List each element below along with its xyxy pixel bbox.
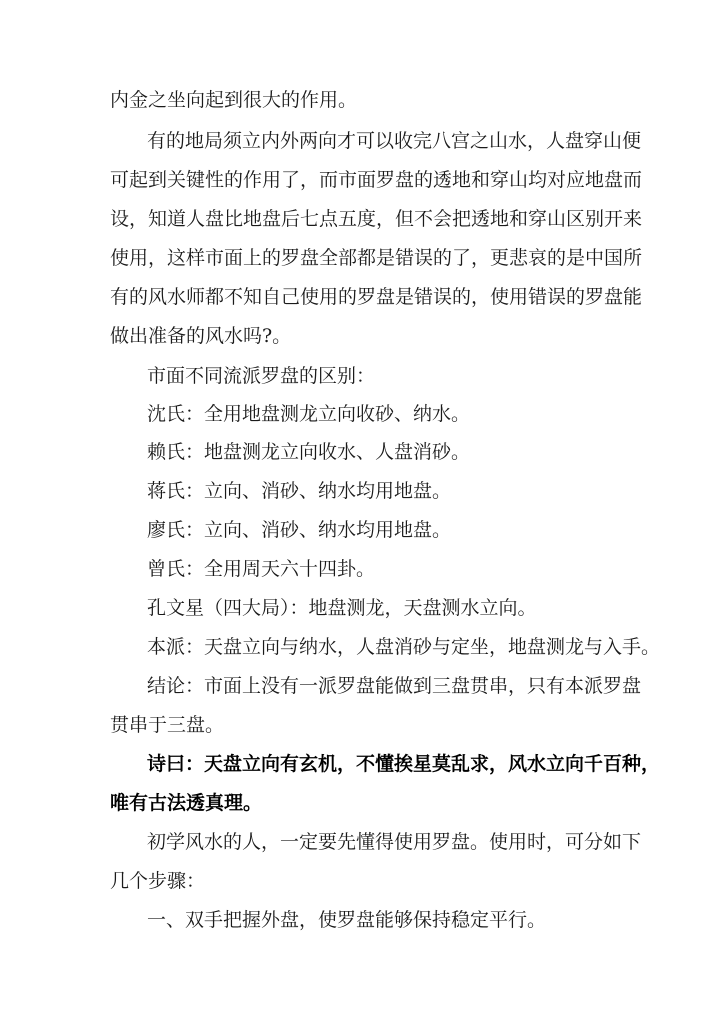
paragraph-line: 几个步骤： — [110, 870, 206, 892]
paragraph-line: 使用，这样市面上的罗盘全部都是错误的了，更悲哀的是中国所 — [110, 247, 643, 269]
paragraph-line: 做出准备的风水吗?。 — [110, 325, 292, 347]
paragraph-line: 有的地局须立内外两向才可以收完八宫之山水，人盘穿山便 — [147, 130, 642, 152]
paragraph-line: 有的风水师都不知自己使用的罗盘是错误的，使用错误的罗盘能 — [110, 286, 643, 308]
text-line: 内金之坐向起到很大的作用。 — [110, 89, 358, 111]
list-item: 赖氏：地盘测龙立向收水、人盘消砂。 — [147, 441, 471, 463]
conclusion-line: 贯串于三盘。 — [110, 714, 225, 736]
conclusion-line: 结论：市面上没有一派罗盘能做到三盘贯串，只有本派罗盘 — [147, 675, 642, 697]
list-item: 孔文星（四大局）：地盘测龙，天盘测水立向。 — [147, 597, 537, 619]
poem-line: 诗曰：天盘立向有玄机，不懂挨星莫乱求，风水立向千百种， — [147, 753, 661, 775]
step-item: 一、双手把握外盘，使罗盘能够保持稳定平行。 — [147, 909, 547, 931]
paragraph-line: 可起到关键性的作用了，而市面罗盘的透地和穿山均对应地盘而 — [110, 169, 643, 191]
paragraph-line: 初学风水的人，一定要先懂得使用罗盘。使用时，可分如下 — [147, 831, 642, 853]
list-item: 蒋氏：立向、消砂、纳水均用地盘。 — [147, 480, 452, 502]
list-item: 廖氏：立向、消砂、纳水均用地盘。 — [147, 519, 452, 541]
paragraph-line: 设，知道人盘比地盘后七点五度，但不会把透地和穿山区别开来 — [110, 208, 643, 230]
list-item: 沈氏：全用地盘测龙立向收砂、纳水。 — [147, 403, 471, 425]
list-item: 本派：天盘立向与纳水，人盘消砂与定坐，地盘测龙与入手。 — [147, 636, 661, 658]
poem-line: 唯有古法透真理。 — [110, 792, 263, 814]
section-heading: 市面不同流派罗盘的区别： — [147, 365, 376, 387]
list-item: 曾氏：全用周天六十四卦。 — [147, 558, 376, 580]
